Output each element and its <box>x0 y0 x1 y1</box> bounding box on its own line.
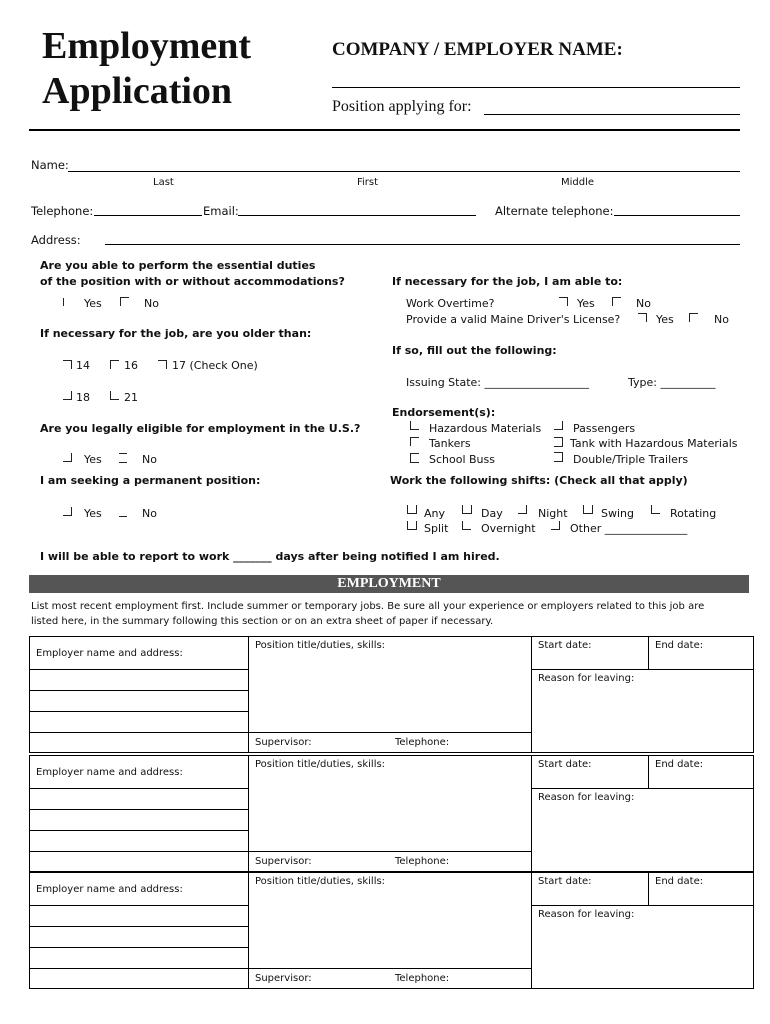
essential-question-line2: of the position with or without accommodations? <box>40 275 345 288</box>
position-duties-label: Position title/duties, skills: <box>255 640 386 651</box>
name-label: Name: <box>31 158 69 172</box>
overtime-yes-label: Yes <box>577 297 595 310</box>
end-date-cell[interactable] <box>649 873 754 906</box>
reason-for-leaving-label: Reason for leaving: <box>538 792 635 803</box>
alt-telephone-label: Alternate telephone: <box>495 204 614 218</box>
age-16-checkbox[interactable] <box>110 360 119 369</box>
employer-address-line[interactable] <box>30 969 249 989</box>
employer-address-line[interactable] <box>30 927 249 948</box>
age-21-checkbox[interactable] <box>110 391 119 400</box>
employer-block-1 <box>29 636 754 753</box>
employer-address-line[interactable] <box>30 831 249 852</box>
double-triple-checkbox[interactable] <box>554 452 563 462</box>
overtime-no-checkbox[interactable] <box>612 297 621 306</box>
telephone-field[interactable] <box>94 215 202 216</box>
endorsements-label: Endorsement(s): <box>392 406 496 419</box>
reason-for-leaving-label: Reason for leaving: <box>538 909 635 920</box>
essential-no-checkbox[interactable] <box>120 297 129 306</box>
end-date-label: End date: <box>655 640 704 651</box>
employer-name-cell[interactable] <box>30 756 249 789</box>
eligible-yes-checkbox[interactable] <box>63 453 72 462</box>
employer-address-line[interactable] <box>30 789 249 810</box>
position-label: Position applying for: <box>332 98 472 115</box>
position-field[interactable] <box>484 114 740 115</box>
start-date-label: Start date: <box>538 876 592 887</box>
position-duties-label: Position title/duties, skills: <box>255 759 386 770</box>
essential-no-label: No <box>144 297 159 310</box>
page-title-line1: Employment <box>42 25 251 67</box>
reason-for-leaving-label: Reason for leaving: <box>538 673 635 684</box>
name-last-caption: Last <box>153 177 174 188</box>
shift-split-label: Split <box>424 522 449 535</box>
essential-yes-label: Yes <box>84 297 102 310</box>
shift-any-label: Any <box>424 507 446 520</box>
report-statement: I will be able to report to work _______ days after being notified I am hired. <box>40 550 500 563</box>
license-label: Provide a valid Maine Driver's License? <box>406 313 621 326</box>
license-type-field[interactable]: Type: __________ <box>628 376 716 389</box>
school-buss-label: School Buss <box>429 453 495 466</box>
supervisor-cell[interactable] <box>249 852 532 872</box>
supervisor-cell[interactable] <box>249 733 532 753</box>
tank-hazardous-checkbox[interactable] <box>554 437 563 447</box>
end-date-cell[interactable] <box>649 637 754 670</box>
shift-overnight-checkbox[interactable] <box>462 521 471 530</box>
supervisor-label: Supervisor: <box>255 856 312 867</box>
header-divider <box>29 129 740 131</box>
age-16-label: 16 <box>124 359 138 372</box>
start-date-cell[interactable] <box>532 873 649 906</box>
passengers-label: Passengers <box>573 422 636 435</box>
shift-rotating-checkbox[interactable] <box>651 505 660 514</box>
email-label: Email: <box>203 204 239 218</box>
reason-for-leaving-cell[interactable] <box>532 906 754 989</box>
employer-address-line[interactable] <box>30 852 249 872</box>
license-yes-checkbox[interactable] <box>638 313 647 322</box>
employer-address-line[interactable] <box>30 691 249 712</box>
able-question: If necessary for the job, I am able to: <box>392 275 623 288</box>
supervisor-label: Supervisor: <box>255 737 312 748</box>
position-duties-cell[interactable] <box>249 637 532 733</box>
employer-block-2 <box>29 755 754 872</box>
age-14-label: 14 <box>76 359 90 372</box>
employment-instructions-line2: listed here, in the summary following this section or on an extra sheet of paper if necessary. <box>31 616 494 627</box>
address-field[interactable] <box>105 244 740 245</box>
employment-instructions-line1: List most recent employment first. Include summer or temporary jobs. Be sure all your experience or employers related to this job are <box>31 601 705 612</box>
employer-address-line[interactable] <box>30 948 249 969</box>
end-date-label: End date: <box>655 876 704 887</box>
employer-address-line[interactable] <box>30 906 249 927</box>
employment-heading: EMPLOYMENT <box>337 576 441 591</box>
employer-label: Employer name and address: <box>36 766 183 778</box>
shift-any-checkbox[interactable] <box>407 505 417 514</box>
alt-telephone-field[interactable] <box>614 215 740 216</box>
school-buss-checkbox[interactable] <box>410 453 419 463</box>
shift-other-checkbox[interactable] <box>551 521 560 530</box>
permanent-yes-label: Yes <box>84 507 102 520</box>
shift-night-label: Night <box>538 507 568 520</box>
supervisor-telephone-label: Telephone: <box>395 737 450 748</box>
shift-other-label: Other _______________ <box>570 522 688 535</box>
eligible-no-label: No <box>142 453 157 466</box>
hazardous-checkbox[interactable] <box>410 421 419 430</box>
position-duties-label: Position title/duties, skills: <box>255 876 386 887</box>
shift-day-label: Day <box>481 507 503 520</box>
age-question: If necessary for the job, are you older than: <box>40 327 312 340</box>
shift-rotating-label: Rotating <box>670 507 717 520</box>
passengers-checkbox[interactable] <box>554 421 563 430</box>
license-yes-label: Yes <box>656 313 674 326</box>
tank-hazardous-label: Tank with Hazardous Materials <box>570 437 738 450</box>
overtime-no-label: No <box>636 297 651 310</box>
tankers-checkbox[interactable] <box>410 437 419 446</box>
employer-name-cell[interactable] <box>30 637 249 670</box>
position-duties-cell[interactable] <box>249 873 532 969</box>
company-label: COMPANY / EMPLOYER NAME: <box>332 39 623 60</box>
employer-block-3 <box>29 872 754 989</box>
age-21-label: 21 <box>124 391 138 404</box>
tankers-label: Tankers <box>429 437 471 450</box>
license-no-checkbox[interactable] <box>689 313 698 322</box>
age-17-label: 17 (Check One) <box>172 359 258 372</box>
reason-for-leaving-cell[interactable] <box>532 789 754 872</box>
permanent-question: I am seeking a permanent position: <box>40 474 261 487</box>
name-field[interactable] <box>68 171 740 172</box>
name-middle-caption: Middle <box>561 177 595 188</box>
shift-split-checkbox[interactable] <box>407 521 417 530</box>
age-17-checkbox[interactable] <box>158 360 167 369</box>
license-no-label: No <box>714 313 729 326</box>
eligible-question: Are you legally eligible for employment in the U.S.? <box>40 422 361 435</box>
start-date-label: Start date: <box>538 640 592 651</box>
name-first-caption: First <box>357 177 379 188</box>
employer-name-cell[interactable] <box>30 873 249 906</box>
employer-address-line[interactable] <box>30 670 249 691</box>
employer-label: Employer name and address: <box>36 883 183 895</box>
overtime-yes-checkbox[interactable] <box>559 297 568 306</box>
overtime-label: Work Overtime? <box>406 297 495 310</box>
start-date-cell[interactable] <box>532 756 649 789</box>
supervisor-label: Supervisor: <box>255 973 312 984</box>
shift-day-checkbox[interactable] <box>462 505 472 514</box>
position-duties-cell[interactable] <box>249 756 532 852</box>
shift-swing-label: Swing <box>601 507 634 520</box>
company-name-field[interactable] <box>332 87 740 88</box>
start-date-label: Start date: <box>538 759 592 770</box>
age-18-checkbox[interactable] <box>63 391 72 400</box>
shift-night-checkbox[interactable] <box>518 505 527 514</box>
employer-address-line[interactable] <box>30 733 249 753</box>
permanent-no-label: No <box>142 507 157 520</box>
eligible-no-checkbox[interactable] <box>119 453 127 463</box>
employer-label: Employer name and address: <box>36 647 183 659</box>
issuing-state-field[interactable]: Issuing State: ___________________ <box>406 376 590 389</box>
shifts-label: Work the following shifts: (Check all that apply) <box>390 474 688 487</box>
essential-question-line1: Are you able to perform the essential duties <box>40 259 316 272</box>
reason-for-leaving-cell[interactable] <box>532 670 754 753</box>
email-field[interactable] <box>238 215 476 216</box>
supervisor-telephone-label: Telephone: <box>395 856 450 867</box>
hazardous-label: Hazardous Materials <box>429 422 542 435</box>
shift-overnight-label: Overnight <box>481 522 536 535</box>
essential-yes-checkbox[interactable] <box>63 298 72 306</box>
age-18-label: 18 <box>76 391 90 404</box>
eligible-yes-label: Yes <box>84 453 102 466</box>
permanent-no-checkbox[interactable] <box>119 508 127 517</box>
start-date-cell[interactable] <box>532 637 649 670</box>
end-date-label: End date: <box>655 759 704 770</box>
fill-question: If so, fill out the following: <box>392 344 557 357</box>
address-label: Address: <box>31 233 81 247</box>
shift-swing-checkbox[interactable] <box>583 505 593 514</box>
permanent-yes-checkbox[interactable] <box>63 507 72 516</box>
age-14-checkbox[interactable] <box>63 360 72 369</box>
page-title-line2: Application <box>42 70 233 112</box>
end-date-cell[interactable] <box>649 756 754 789</box>
employer-address-line[interactable] <box>30 810 249 831</box>
supervisor-telephone-label: Telephone: <box>395 973 450 984</box>
double-triple-label: Double/Triple Trailers <box>573 453 689 466</box>
supervisor-cell[interactable] <box>249 969 532 989</box>
employer-address-line[interactable] <box>30 712 249 733</box>
telephone-label: Telephone: <box>31 204 94 218</box>
